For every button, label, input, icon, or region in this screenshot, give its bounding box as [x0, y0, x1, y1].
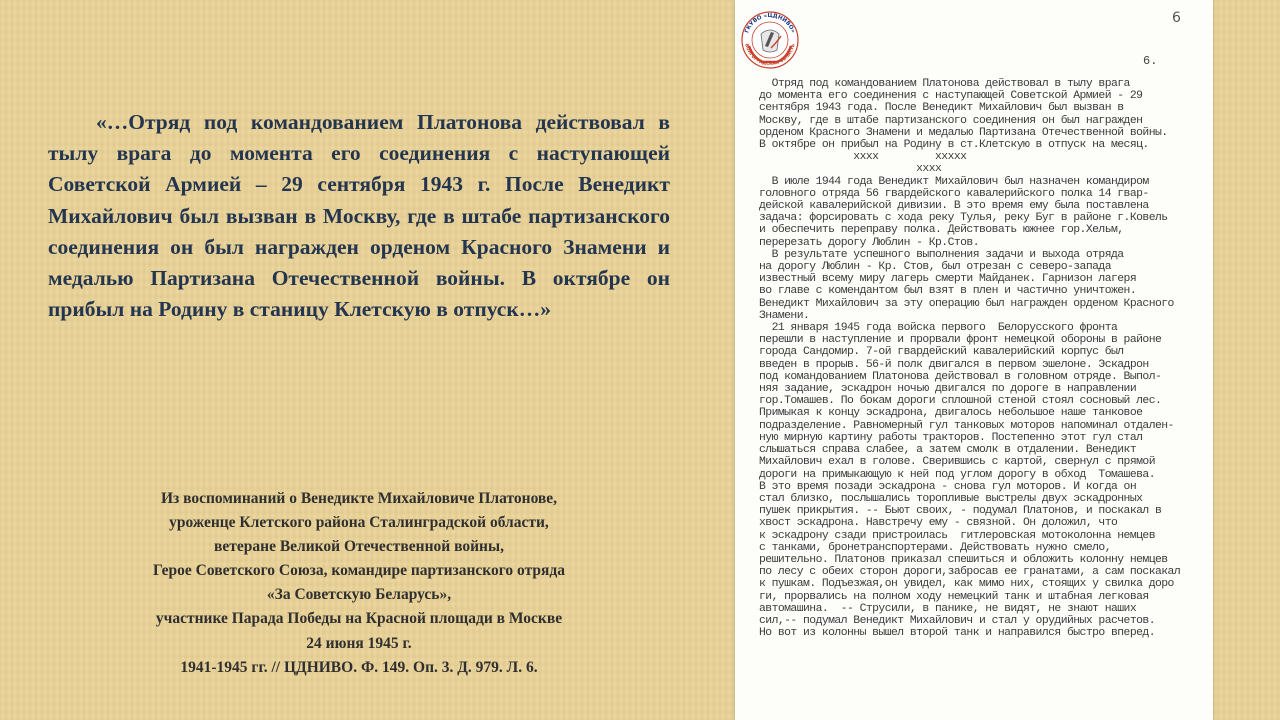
typed-line: В октябре он прибыл на Родину в ст.Клетскую в отпуск на месяц. — [759, 139, 1149, 152]
typed-line: ную мирную картину работы тракторов. Постепенно этот гул стал — [759, 431, 1143, 444]
quote-text: «…Отряд под командованием Платонова действовал в тылу врага до момента его соединения с наступающей Советской Армией – 29 сентября 1943 г. После Венедикт Михайлович был вызван в Москву, где в штабе партизанского соединения он был награжден орденом Красного Знамени и медалью Партизана Отечественной войны. В октябре он прибыл на Родину в станицу Клетскую в отпуск…» — [48, 110, 670, 322]
typed-line: перерезать дорогу Люблин - Кр.Стов. — [759, 236, 979, 249]
source-line: 1941-1945 гг. // ЦДНИВО. Ф. 149. Оп. 3. Д. 979. Л. 6. — [180, 658, 538, 676]
archival-document-image — [735, 0, 1213, 720]
source-caption — [48, 487, 670, 680]
typed-line: автомашина. -- Струсили, в панике, не видят, не знают наших — [759, 602, 1137, 615]
typed-line: Венедикт Михайлович за эту операцию был награжден орденом Красного — [759, 297, 1174, 310]
typed-page-number: 6. — [1143, 54, 1158, 68]
typed-line: стал близко, послышались торопливые выстрелы двух эскадронных — [759, 492, 1143, 505]
source-line: Из воспоминаний о Венедикте Михайловиче Платонове, — [160, 490, 558, 507]
typed-line: Отряд под командованием Платонова действовал в тылу врага — [759, 78, 1130, 90]
source-line: участнике Парада Победы на Красной площади в Москве — [155, 610, 563, 628]
typed-line: пушек прикрытия. -- Бьют своих, - подумал Платонов, и поскакал в — [759, 505, 1162, 518]
typed-line: Примыкая к концу эскадрона, двигалось небольшое наше танковое — [759, 407, 1143, 420]
source-line: Герое Советского Союза, командире партизанского отряда — [152, 562, 566, 580]
source-line: уроженце Клетского района Сталинградской области, — [169, 514, 549, 532]
handwritten-page-number: 6 — [1172, 10, 1181, 26]
typed-line: во главе с комендантом был взят в плен и частично уничтожен. — [759, 285, 1137, 298]
typed-line: головного отряда 56 гвардейского кавалерийского полка 14 гвар- — [759, 187, 1149, 200]
typed-line: известный всему миру лагерь смерти Майданек. Гарнизон лагеря — [759, 273, 1137, 286]
typed-line: до момента его соединения с наступающей Советской Армией - 29 — [759, 90, 1143, 103]
source-line: ветеране Великой Отечественной войны, — [214, 538, 504, 556]
typed-line: перешли в наступление и прорвали фронт немецкой обороны в районе — [759, 334, 1162, 347]
typed-line: слышаться справа слабее, а затем смолк в отдалении. Венедикт — [759, 444, 1137, 457]
archive-logo-icon — [737, 6, 803, 72]
typed-line: города Сандомир. 7-ой гвардейский кавалерийский корпус был — [759, 346, 1124, 359]
typed-line: хвост эскадрона. Навстречу ему - связной. Он доложил, что — [759, 517, 1118, 530]
logo-bottom-text: ВОЛГОГРАДСКАЯ ОБЛАСТЬ — [743, 43, 797, 68]
typed-line: дейской кавалерийской дивизии. В это время ему была поставлена — [759, 200, 1149, 213]
typed-line: 21 января 1945 года войска первого Белорусского фронта — [759, 322, 1118, 335]
typewritten-text — [759, 78, 1207, 639]
logo-top-text: ГКУВО «ЦДНИВО» — [744, 12, 796, 35]
typed-line: хххх — [759, 163, 942, 176]
typed-line: сентября 1943 года. После Венедикт Михайлович был вызван в — [759, 102, 1124, 115]
typed-line: с танками, бронетранспортерами. Действовать нужно смело, — [759, 541, 1111, 554]
source-line: 24 июня 1945 г. — [306, 634, 412, 652]
typed-line: В результате успешного выполнения задачи и выхода отряда — [759, 248, 1124, 261]
typed-line: подразделение. Равномерный гул танковых моторов напоминал отдален- — [759, 419, 1174, 432]
typed-line: введен в прорыв. 56-й полк двигался в первом эшелоне. Эскадрон — [759, 358, 1149, 371]
typed-line: Но вот из колонны вышел второй танк и направился быстро вперед. — [759, 627, 1155, 640]
source-line: «За Советскую Беларусь», — [266, 586, 452, 604]
typed-line: к пушкам. Подъезжая,он увидел, как мимо них, стоящих у свилка доро — [759, 578, 1174, 591]
typed-line: Михайлович ехал в голове. Сверившись с картой, свернул с прямой — [759, 456, 1155, 469]
typed-line: Знамени. — [759, 309, 810, 322]
typed-line: В июле 1944 года Венедикт Михайлович был назначен командиром — [759, 175, 1149, 188]
typed-line: Москву, где в штабе партизанского соединения он был награжден — [759, 114, 1143, 127]
typed-line: и обеспечить переправу полка. Действовать южнее гор.Хельм, — [759, 224, 1124, 237]
typed-line: няя задание, эскадрон ночью двигался по дороге в направлении — [759, 383, 1137, 396]
typed-line: сил,-- подумал Венедикт Михайлович и стал у орудийных расчетов. — [759, 614, 1155, 627]
typed-line: орденом Красного Знамени и медалью Партизана Отечественной войны. — [759, 126, 1168, 139]
typed-line: к эскадрону сзади пристроилась гитлеровская мотоколонна немцев — [759, 529, 1155, 542]
typed-line: под командованием Платонова действовал в головном отряде. Выпол- — [759, 370, 1162, 383]
typed-line: ги, прорвались на полном ходу немецкий танк и штабная легковая — [759, 590, 1149, 603]
typed-line: на дорогу Люблин - Кр. Стов, был отрезан с северо-запада — [759, 261, 1111, 274]
typed-line: задача: форсировать с хода реку Тулья, реку Буг в районе г.Ковель — [759, 212, 1168, 225]
typed-line: дороги на примыкающую к ней под углом дорогу в обход Томашева. — [759, 468, 1155, 481]
typed-line: гор.Томашев. По бокам дороги сплошной стеной стоял сосновый лес. — [759, 395, 1162, 408]
typed-line: В это время позади эскадрона - снова гул моторов. И когда он — [759, 480, 1137, 493]
typed-line: решительно. Платонов приказал спешиться и обложить колонну немцев — [759, 553, 1168, 566]
typed-line: хххх ххххх — [759, 151, 967, 164]
typed-line: по лесу с обеих сторон дороги,забросав ее гранатами, а сам поскакал — [759, 566, 1181, 579]
